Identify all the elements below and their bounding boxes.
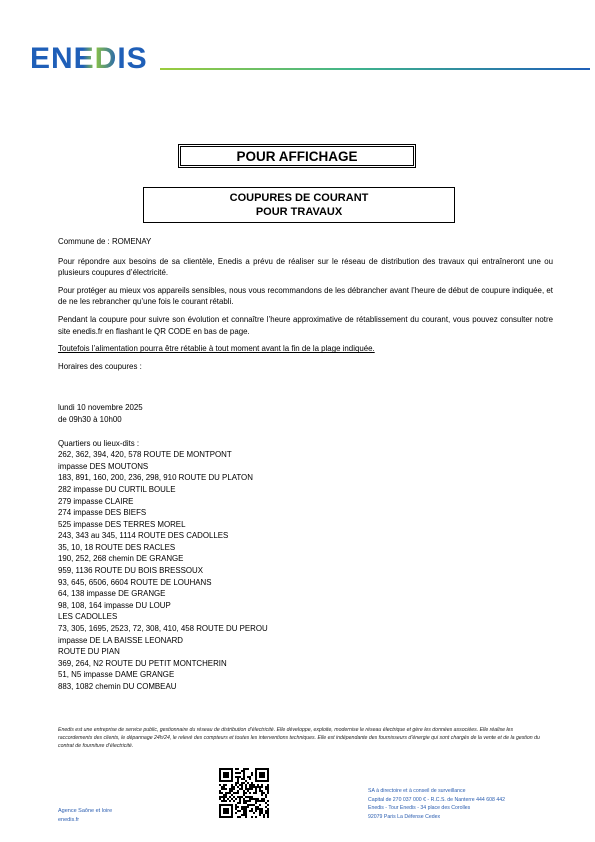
place-item: 35, 10, 18 ROUTE DES RACLES [58, 542, 176, 552]
place-item: impasse DE LA BAISSE LEONARD [58, 635, 183, 645]
place-item: 274 impasse DES BIEFS [58, 508, 147, 518]
footer-note: Enedis est une entreprise de service public, gestionnaire du réseau de distribution d’électricité. Elle développe, exploite, modernise le réseau électrique et gère les données associées. Elle réalise les raccordements des clients, le dépannage 24h/24, le relevé des compteurs et toutes les interventions techniques. Elle est indépendante des fournisseurs d’énergie qui sont chargés de la vente et de la gestion du contrat de fourniture d’électricité. [58, 727, 540, 749]
notice-body [58, 236, 553, 693]
place-item: 243, 343 au 345, 1114 ROUTE DES CADOLLES [58, 531, 229, 541]
schedule-label: Horaires des coupures : [58, 361, 142, 371]
paragraph-intro: Pour répondre aux besoins de sa clientèle, Enedis a prévu de réaliser sur le réseau de distribution des travaux qui entraîneront une ou plusieurs coupures d’électricité. [58, 256, 553, 278]
place-item: 73, 305, 1695, 2523, 72, 308, 410, 458 ROUTE DU PEROU [58, 624, 268, 634]
pour-affichage-box [178, 144, 416, 168]
legal-info [368, 787, 505, 821]
enedis-logo [30, 40, 160, 76]
place-item: 183, 891, 160, 200, 236, 298, 910 ROUTE DU PLATON [58, 473, 253, 483]
place-item: 190, 252, 268 chemin DE GRANGE [58, 554, 184, 564]
notice-line-2: POUR TRAVAUX [255, 206, 343, 218]
page-title: POUR AFFICHAGE [236, 148, 358, 164]
place-item: 98, 108, 164 impasse DU LOUP [58, 600, 171, 610]
legal-line: 92079 Paris La Défense Cedex [368, 813, 441, 820]
warning-text: Toutefois l’alimentation pourra être rétablie à tout moment avant la fin de la plage indiquée. [58, 344, 375, 354]
place-item: 279 impasse CLAIRE [58, 496, 134, 506]
svg-text:ENEDIS: ENEDIS [30, 42, 148, 75]
place-item: 525 impasse DES TERRES MOREL [58, 519, 186, 529]
outage-date: lundi 10 novembre 2025 [58, 403, 143, 413]
notice-line-1: COUPURES DE COURANT [229, 192, 369, 204]
legal-line: Capital de 270 037 000 € - R.C.S. de Nanterre 444 608 442 [368, 796, 505, 803]
notice-title-box [143, 187, 455, 223]
qr-code-icon[interactable] [219, 768, 269, 818]
places-label: Quartiers ou lieux-dits : [58, 438, 140, 448]
agency-name: Agence Saône et loire [58, 808, 113, 814]
place-item: ROUTE DU PIAN [58, 647, 120, 657]
place-item: 369, 264, N2 ROUTE DU PETIT MONTCHERIN [58, 658, 227, 668]
agency-website-link[interactable]: enedis.fr [58, 817, 80, 823]
commune: Commune de : ROMENAY [58, 237, 152, 246]
legal-line: SA à directoire et à conseil de surveillance [368, 788, 466, 794]
brand-divider-line [160, 68, 590, 70]
legal-line: Enedis - Tour Enedis - 34 place des Corolles [368, 805, 471, 812]
place-item: impasse DES MOUTONS [58, 461, 149, 471]
paragraph-protection: Pour protéger au mieux vos appareils sensibles, nous vous recommandons de les débrancher avant l’heure de début de coupure indiquée, et de ne les rebrancher qu’une fois le courant rétabli. [58, 285, 553, 307]
place-item: 93, 645, 6506, 6604 ROUTE DE LOUHANS [58, 577, 212, 587]
place-item: LES CADOLLES [58, 612, 118, 622]
place-item: 262, 362, 394, 420, 578 ROUTE DE MONTPONT [58, 450, 232, 460]
place-item: 64, 138 impasse DE GRANGE [58, 589, 166, 599]
place-item: 959, 1136 ROUTE DU BOIS BRESSOUX [58, 566, 204, 576]
places-list [58, 449, 553, 692]
paragraph-tracking: Pendant la coupure pour suivre son évolution et connaître l’heure approximative de rétablissement du courant, vous pouvez consulter notre site enedis.fr en flashant le QR CODE en bas de page. [58, 314, 553, 336]
place-item: 883, 1082 chemin DU COMBEAU [58, 682, 177, 691]
agency-info [58, 807, 112, 825]
place-item: 282 impasse DU CURTIL BOULE [58, 484, 176, 494]
place-item: 51, N5 impasse DAME GRANGE [58, 670, 175, 680]
outage-time: de 09h30 à 10h00 [58, 414, 122, 424]
